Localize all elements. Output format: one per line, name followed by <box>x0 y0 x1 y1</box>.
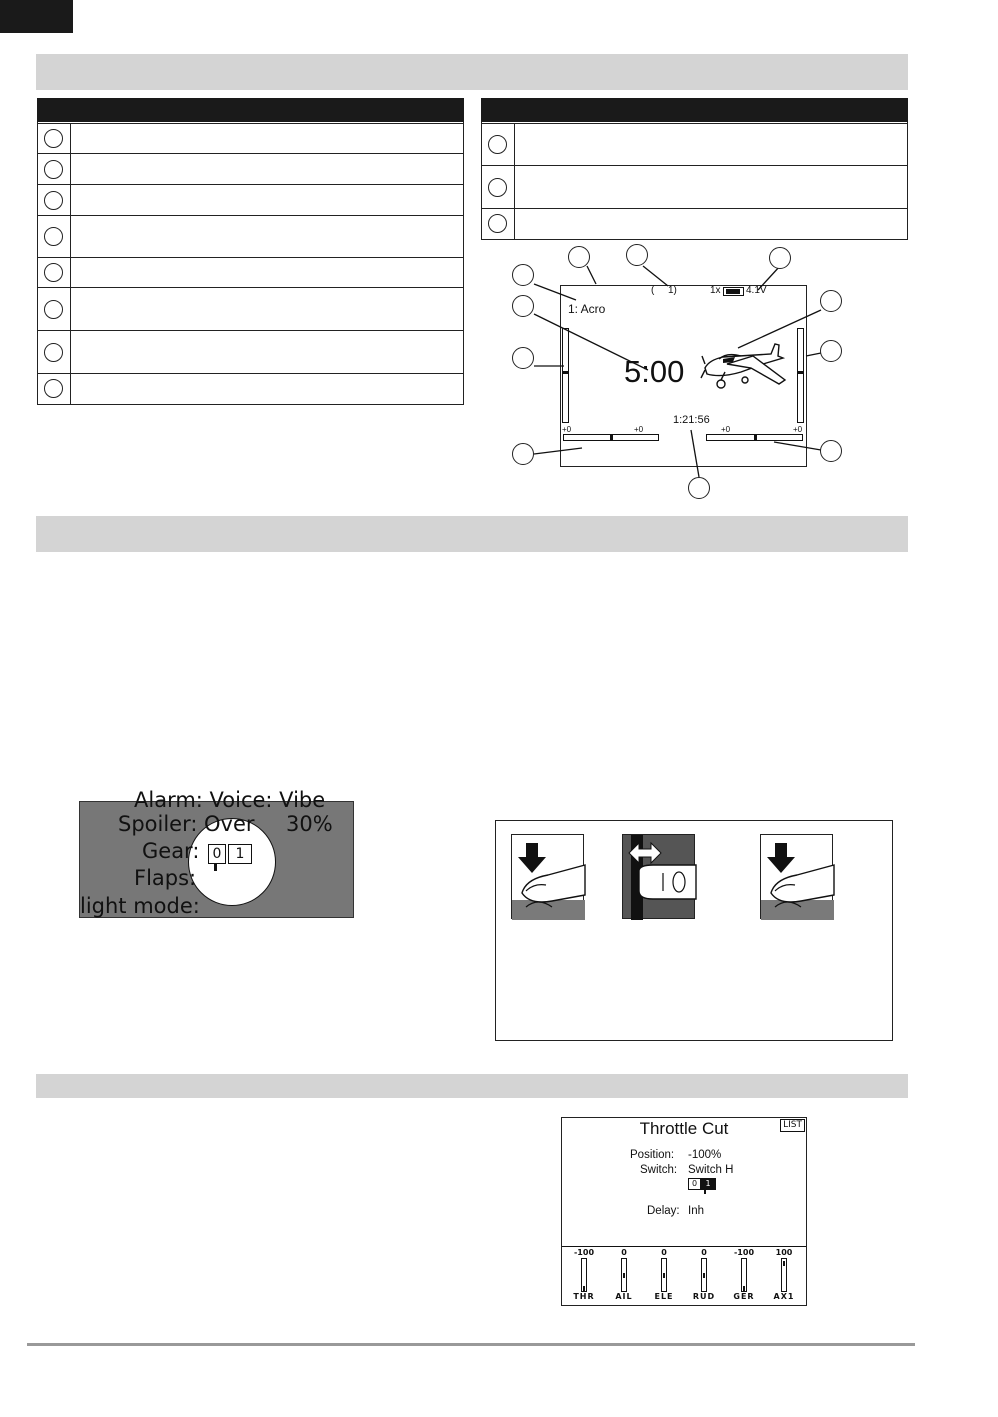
callout-circle-icon <box>626 244 648 266</box>
callout-circle-icon <box>769 247 791 269</box>
callout-circle-icon <box>512 347 534 369</box>
gear-switch-marker <box>214 864 217 871</box>
channel-monitor <box>562 1248 806 1304</box>
table-header <box>37 98 464 122</box>
table-row <box>482 123 907 166</box>
number-circle-icon <box>44 343 63 362</box>
channel-value: 0 <box>661 1248 667 1257</box>
scroll-arrows-icon <box>623 835 696 920</box>
throttle-cut-screen <box>561 1117 807 1306</box>
channel-monitor-ail <box>604 1248 644 1304</box>
channel-value: 100 <box>775 1248 793 1257</box>
channel-value: 0 <box>621 1248 627 1257</box>
channel-bar <box>781 1258 787 1292</box>
channel-name: THR <box>573 1292 595 1301</box>
roller-instruction-box <box>495 820 893 1041</box>
footer-rule <box>27 1343 915 1346</box>
model-name-label: 1: Acro <box>568 302 606 316</box>
table-row <box>38 184 463 216</box>
callout-circle-icon <box>512 443 534 465</box>
section-bar-main-screen <box>36 54 908 90</box>
system-timer: 1:21:56 <box>673 414 710 426</box>
trim-label-right: +0 <box>793 425 803 434</box>
table-row <box>482 208 907 239</box>
trim-label-left: +0 <box>562 425 572 434</box>
delay-label: Delay: <box>647 1205 680 1217</box>
number-circle-icon <box>488 178 507 197</box>
timer-readout: 5:00 <box>624 354 685 389</box>
callout-circle-icon <box>568 246 590 268</box>
number-circle-icon <box>44 160 63 179</box>
callout-circle-icon <box>688 477 710 499</box>
spoiler-value: Over <box>204 812 255 836</box>
table-row <box>38 330 463 374</box>
voltage-readout: 4.1V <box>746 285 767 296</box>
channel-name: GER <box>733 1292 755 1301</box>
channel-bar <box>621 1258 627 1292</box>
number-circle-icon <box>44 379 63 398</box>
channel-bar <box>661 1258 667 1292</box>
table-row <box>38 215 463 258</box>
channel-value: 0 <box>701 1248 707 1257</box>
press-roller-panel <box>511 834 584 919</box>
switch-marker <box>704 1189 706 1194</box>
table-row <box>38 257 463 288</box>
section-bar-navigation <box>36 516 908 552</box>
model-number: 1) <box>668 285 677 296</box>
model-number-open: ( <box>651 285 655 296</box>
rate-indicator: 1x <box>710 285 721 296</box>
gear-label: Gear: <box>142 839 200 863</box>
position-value[interactable]: -100% <box>688 1149 722 1161</box>
channel-name: RUD <box>692 1292 716 1301</box>
channel-name: AIL <box>615 1292 633 1301</box>
channel-monitor-ger <box>724 1248 764 1304</box>
legend-table-right <box>481 98 908 240</box>
gear-screen-zoom <box>79 788 354 918</box>
number-circle-icon <box>44 263 63 282</box>
callout-circle-icon <box>820 440 842 462</box>
gear-position-1: 1 <box>228 844 252 864</box>
callout-circle-icon <box>512 295 534 317</box>
channel-name: ELE <box>654 1292 674 1301</box>
channel-monitor-ax1 <box>764 1248 804 1304</box>
switch-position-0: 0 <box>688 1178 701 1190</box>
spoiler-percent: 30% <box>286 812 333 836</box>
channel-value: -100 <box>733 1248 755 1257</box>
channel-monitor-thr <box>564 1248 604 1304</box>
number-circle-icon <box>44 191 63 210</box>
press-roller-panel-2 <box>760 834 833 919</box>
table-row <box>38 287 463 331</box>
press-down-arrow-icon <box>761 835 834 920</box>
switch-value[interactable]: Switch H <box>688 1164 734 1176</box>
scroll-roller-panel <box>622 834 695 919</box>
page-corner-tab <box>0 0 73 33</box>
channel-bar <box>741 1258 747 1292</box>
trim-label-center-left: +0 <box>634 425 644 434</box>
legend-table-left <box>37 98 464 405</box>
channel-value: -100 <box>573 1248 595 1257</box>
number-circle-icon <box>44 300 63 319</box>
number-circle-icon <box>488 214 507 233</box>
switch-position-1: 1 <box>700 1178 716 1190</box>
callout-circle-icon <box>820 340 842 362</box>
flaps-label: Flaps: <box>134 866 197 890</box>
section-bar-throttle-cut <box>36 1074 908 1098</box>
channel-bar <box>581 1258 587 1292</box>
channel-monitor-rud <box>684 1248 724 1304</box>
flight-mode-label: light mode: <box>80 894 200 918</box>
screen-title: Throttle Cut <box>639 1119 729 1138</box>
callout-lines <box>500 240 860 510</box>
callout-circle-icon <box>512 264 534 286</box>
number-circle-icon <box>488 135 507 154</box>
channel-name: AX1 <box>773 1292 795 1301</box>
switch-label: Switch: <box>640 1164 678 1176</box>
trim-label-center-right: +0 <box>721 425 731 434</box>
table-row <box>38 123 463 154</box>
delay-value[interactable]: Inh <box>688 1205 704 1217</box>
table-header <box>481 98 908 122</box>
channel-bar <box>701 1258 707 1292</box>
channel-monitor-ele <box>644 1248 684 1304</box>
gear-position-0: 0 <box>208 844 226 864</box>
callout-circle-icon <box>820 290 842 312</box>
table-row <box>482 165 907 209</box>
position-label: Position: <box>630 1149 675 1161</box>
table-row <box>38 373 463 404</box>
spoiler-label: Spoiler: <box>118 812 198 836</box>
press-down-arrow-icon <box>512 835 585 920</box>
list-button[interactable]: LIST <box>780 1119 805 1132</box>
number-circle-icon <box>44 227 63 246</box>
number-circle-icon <box>44 129 63 148</box>
table-row <box>38 153 463 185</box>
alarm-line: Alarm: Voice: Vibe <box>134 788 326 812</box>
monitor-divider <box>562 1246 806 1247</box>
